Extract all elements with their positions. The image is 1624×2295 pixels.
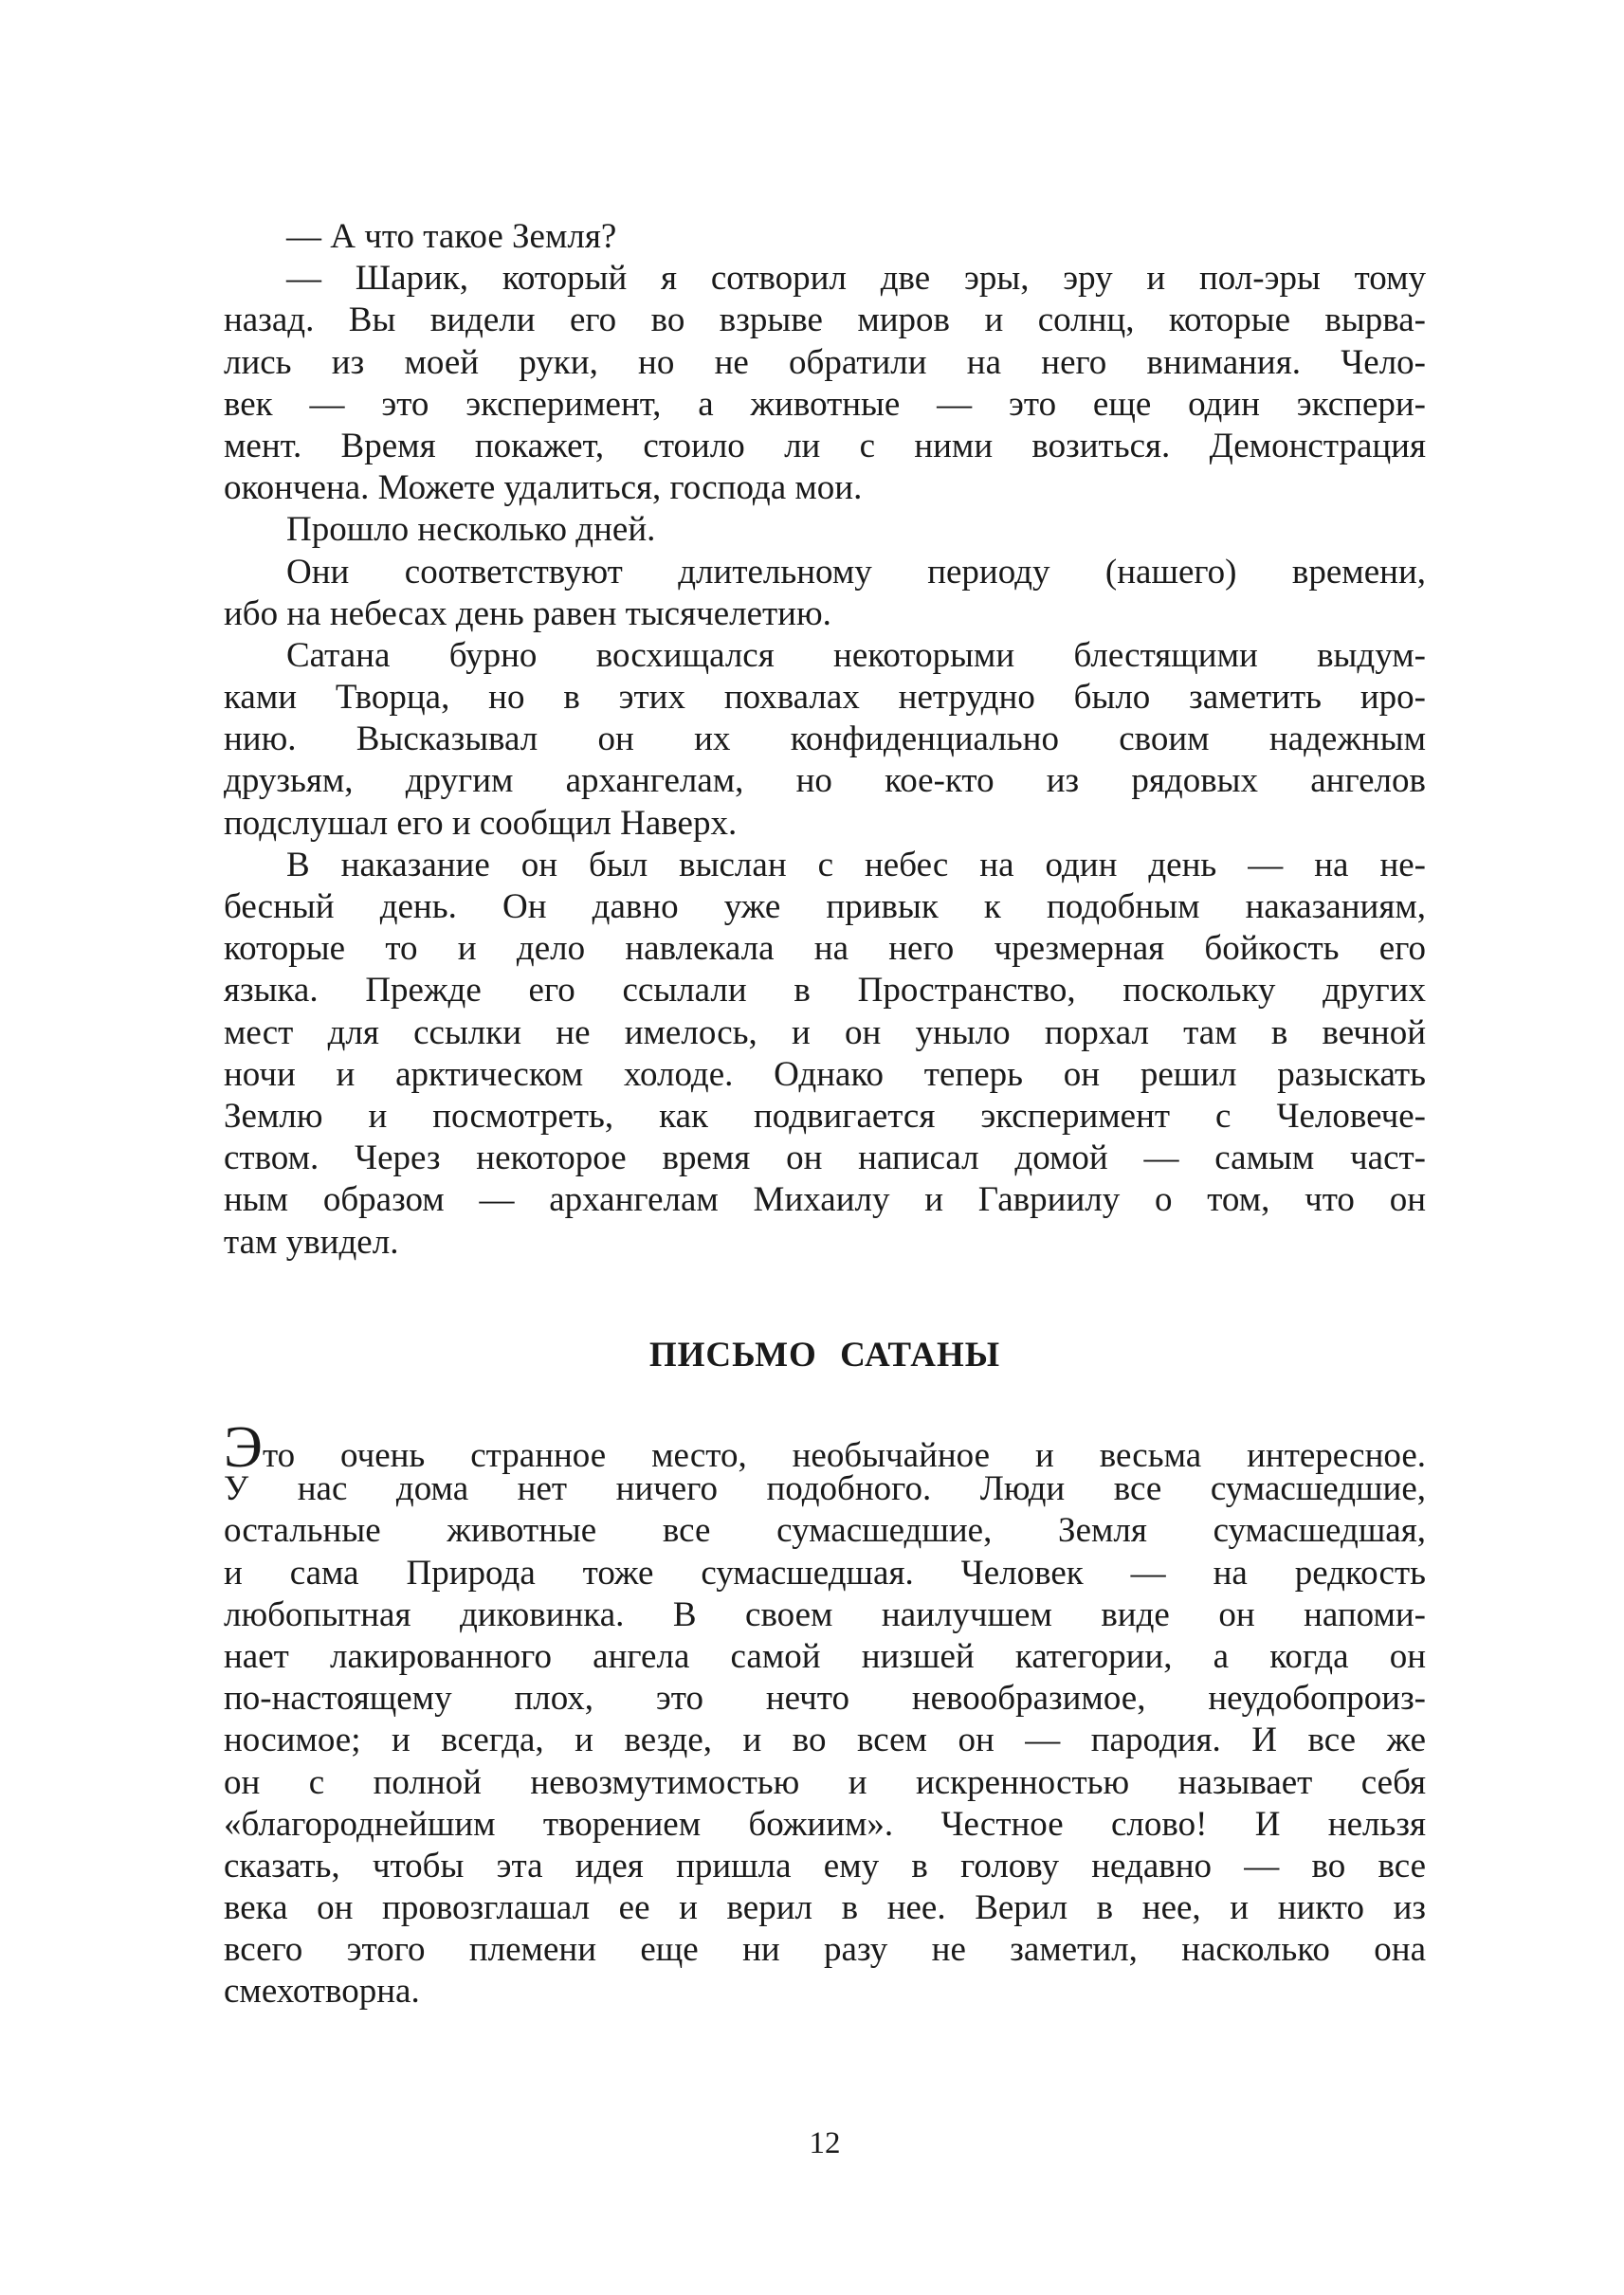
text-line: — А что такое Земля? [286,217,617,256]
text-line: мент. Время покажет, стоило ли с ними возиться. Демонстрация [224,426,1426,465]
text-line: он с полной невозмутимостью и искренностью называет себя [224,1762,1426,1802]
first-line-text: то очень странное место, необычайное и весьма интересное. [262,1436,1426,1475]
text-line: языка. Прежде его ссылали в Пространство, поскольку других [224,971,1426,1011]
text-line: У нас дома нет ничего подобного. Люди все сумасшедшие, [224,1469,1426,1509]
page-number: 12 [809,2126,841,2160]
text-line: лись из моей руки, но не обратили на него внимания. Чело- [224,342,1426,382]
text-line: друзьям, другим архангелам, но кое-кто из рядовых ангелов [224,761,1426,801]
dialogue-and-narration-block [224,216,1426,1264]
text-line: Сатана бурно восхищался некоторыми блестящими выдум- [286,635,1426,675]
text-line: остальные животные все сумасшедшие, Земля сумасшедшая, [224,1511,1426,1551]
text-line: Они соответствуют длительному периоду (нашего) времени, [286,552,1426,592]
text-line: окончена. Можете удалиться, господа мои. [224,468,863,508]
text-line: ночи и арктическом холоде. Однако теперь он решил разыскать [224,1054,1426,1094]
dropcap-letter: Э [224,1415,263,1480]
first-line-with-dropcap [224,1415,1426,1480]
text-line: — Шарик, который я сотворил две эры, эру и пол-эры тому [286,259,1426,299]
text-line: назад. Вы видели его во взрыве миров и солнц, которые вырва- [224,301,1426,340]
text-line: Прошло несколько дней. [286,510,656,550]
text-line: нию. Высказывал он их конфиденциально своим надежным [224,719,1426,759]
text-line: по-настоящему плох, это нечто невообразимое, неудобопроиз- [224,1679,1426,1719]
text-line: ным образом — архангелам Михаилу и Гавриилу о том, что он [224,1180,1426,1220]
text-line: ством. Через некоторое время он написал домой — самым част- [224,1138,1426,1178]
text-line: «благороднейшим творением божиим». Честное слово! И нельзя [224,1804,1426,1844]
text-line: и сама Природа тоже сумасшедшая. Человек — на редкость [224,1553,1426,1593]
text-line: ками Творца, но в этих похвалах нетрудно было заметить иро- [224,678,1426,718]
text-line: Землю и посмотреть, как подвигается эксперимент с Человече- [224,1096,1426,1136]
letter-text-block [224,1415,1426,2013]
text-line: подслушал его и сообщил Наверх. [224,803,738,843]
text-line: там увидел. [224,1222,399,1262]
text-line: носимое; и всегда, и везде, и во всем он — пародия. И все же [224,1721,1426,1760]
text-line: смехотворна. [224,1972,420,2012]
text-line: В наказание он был выслан с небес на один день — на не- [286,845,1426,884]
text-line: всего этого племени еще ни разу не заметил, насколько она [224,1930,1426,1970]
text-line: нает лакированного ангела самой низшей категории, а когда он [224,1636,1426,1676]
text-line: ибо на небесах день равен тысячелетию. [224,593,831,633]
section-title: ПИСЬМО САТАНЫ [648,1336,1001,1375]
text-line: которые то и дело навлекала на него чрезмерная бойкость его [224,929,1426,969]
text-line: век — это эксперимент, а животные — это еще один экспери- [224,384,1426,424]
text-line: бесный день. Он давно уже привык к подобным наказаниям, [224,887,1426,926]
text-line: сказать, чтобы эта идея пришла ему в голову недавно — во все [224,1846,1426,1885]
text-line: мест для ссылки не имелось, и он уныло порхал там в вечной [224,1012,1426,1052]
text-line: любопытная диковинка. В своем наилучшем виде он напоми- [224,1594,1426,1634]
text-line: века он провозглашал ее и верил в нее. Верил в нее, и никто из [224,1888,1426,1928]
